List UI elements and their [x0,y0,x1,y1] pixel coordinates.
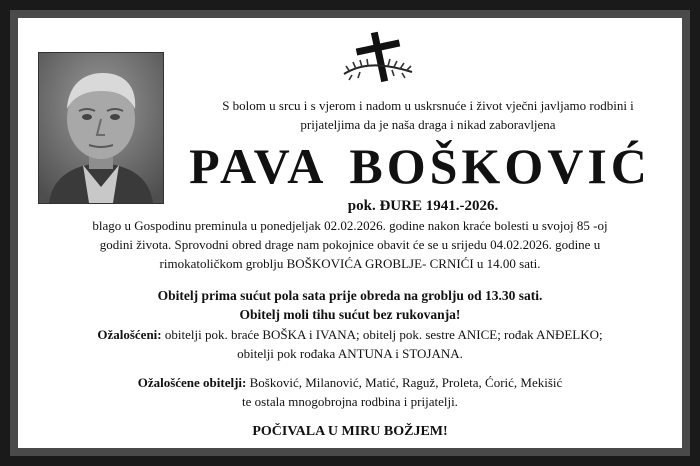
mourners-text: obitelji pok rođaka ANTUNA i STOJANA. [237,346,463,361]
intro-text [188,96,668,134]
intro-line: S bolom u srcu i s vjerom i nadom u uskrsnuće i život vječni javljamo rodbini i [222,98,634,113]
families-list [43,373,657,411]
cross-with-branch-icon [340,28,418,86]
last-name: BOŠKOVIĆ [349,138,651,194]
families-text: Bošković, Milanović, Matić, Raguž, Proleta, Ćorić, Mekišić [246,375,563,390]
obituary-card [18,18,682,448]
condolence-notes [43,286,657,324]
body-line: blago u Gospodinu preminula u ponedjeljak 02.02.2026. godine nakon kraće bolesti u svojoj 85 -oj [92,218,608,233]
deceased-name [170,138,670,194]
condolence-line: Obitelj moli tihu sućut bez rukovanja! [239,307,461,322]
families-label: Ožalošćene obitelji: [137,375,247,390]
portrait-photo [38,52,164,204]
body-line: godini života. Sprovodni obred drage nam pokojnice obavit će se u srijedu 04.02.2026. godine u [99,237,601,252]
mourners-list [43,325,657,363]
announcement-body [43,216,657,273]
families-text: te ostala mnogobrojna rodbina i prijatelji. [242,394,458,409]
life-dates: pok. ĐURE 1941.-2026. [347,198,499,214]
closing-line: POČIVALA U MIRU BOŽJEM! [252,424,448,439]
mourners-text: obitelji pok. braće BOŠKA i IVANA; obitelj pok. sestre ANICE; rođak ANĐELKO; [161,327,603,342]
intro-line: prijateljima da je naša draga i nikad zaboravljena [300,117,556,132]
mourners-label: Ožalošćeni: [97,327,162,342]
body-line: rimokatoličkom groblju BOŠKOVIĆA GROBLJE- CRNIĆI u 14.00 sati. [159,256,541,271]
condolence-line: Obitelj prima sućut pola sata prije obreda na groblju od 13.30 sati. [157,288,543,303]
first-name: PAVA [189,138,328,194]
